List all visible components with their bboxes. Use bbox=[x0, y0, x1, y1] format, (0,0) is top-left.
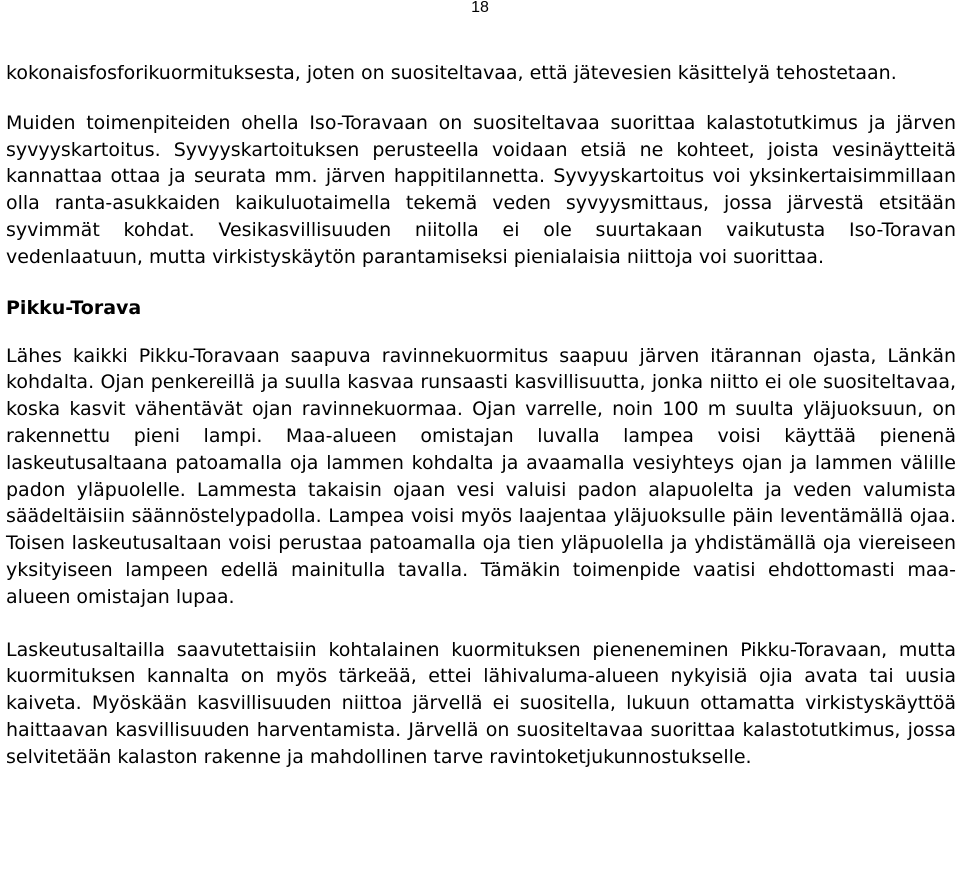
paragraph-iso-torava-measures: Muiden toimenpiteiden ohella Iso-Toravaan on suositeltavaa suorittaa kalastotutkimus ja järven syvyyskartoitus. Syvyyskartoituksen perusteella voidaan etsiä ne kohteet, joista vesinäytteitä kannattaa ottaa ja seurata mm. järven happitilannetta. Syvyyskartoitus voi yksinkertaisimmillaan olla ranta-asukkaiden kaikuluotaimella tekemä veden syvyysmittaus, jossa järvestä etsitään syvimmät kohdat. Vesikasvillisuuden niitolla ei ole suurtakaan vaikutusta Iso-Toravan vedenlaatuun, mutta virkistyskäytön parantamiseksi pienialaisia niittoja voi suorittaa. bbox=[6, 111, 956, 268]
paragraph-settling-basins: Laskeutusaltailla saavutettaisiin kohtalainen kuormituksen pieneneminen Pikku-Toravaan, mutta kuormituksen kannalta on myös tärkeää, ettei lähivaluma-alueen nykyisiä ojia avata tai uusia kaiveta. Myöskään kasvillisuuden niittoa järvellä ei suositella, lukuun ottamatta virkistyskäyttöä haittaavan kasvillisuuden harventamista. Järvellä on suositeltavaa suorittaa kalastotutkimus, jossa selvitetään kalaston rakenne ja mahdollinen tarve ravintoketjukunnostukselle. bbox=[6, 638, 956, 768]
paragraph-sewage-treatment: kokonaisfosforikuormituksesta, joten on suositeltavaa, että jätevesien käsittelyä tehostetaan. bbox=[6, 62, 897, 84]
page-number: 18 bbox=[471, 0, 489, 16]
section-heading-pikku-torava: Pikku-Torava bbox=[6, 296, 142, 319]
document-body bbox=[6, 60, 956, 771]
paragraph-pikku-torava-load: Lähes kaikki Pikku-Toravaan saapuva ravinnekuormitus saapuu järven itärannan ojasta, Länkän kohdalta. Ojan penkereillä ja suulla kasvaa runsaasti kasvillisuutta, jonka niitto ei ole suositeltavaa, koska kasvit vähentävät ojan ravinnekuormaa. Ojan varrelle, noin 100 m suulta yläjuoksuun, on rakennettu pieni lampi. Maa-alueen omistajan luvalla lampea voisi käyttää pienenä laskeutusaltaana patoamalla oja lammen kohdalta ja avaamalla vesiyhteys ojan ja lammen välille padon yläpuolelle. Lammesta takaisin ojaan vesi valuisi padon alapuolelta ja veden valumista säädeltäisiin säännöstelypadolla. Lampea voisi myös laajentaa yläjuoksulle päin leventämällä ojaa. Toisen laskeutusaltaan voisi perustaa patoamalla oja tien yläpuolella ja yhdistämällä oja viereiseen yksityiseen lampeen edellä mainitulla tavalla. Tämäkin toimenpide vaatisi ehdottomasti maa-alueen omistajan lupaa. bbox=[6, 344, 956, 608]
